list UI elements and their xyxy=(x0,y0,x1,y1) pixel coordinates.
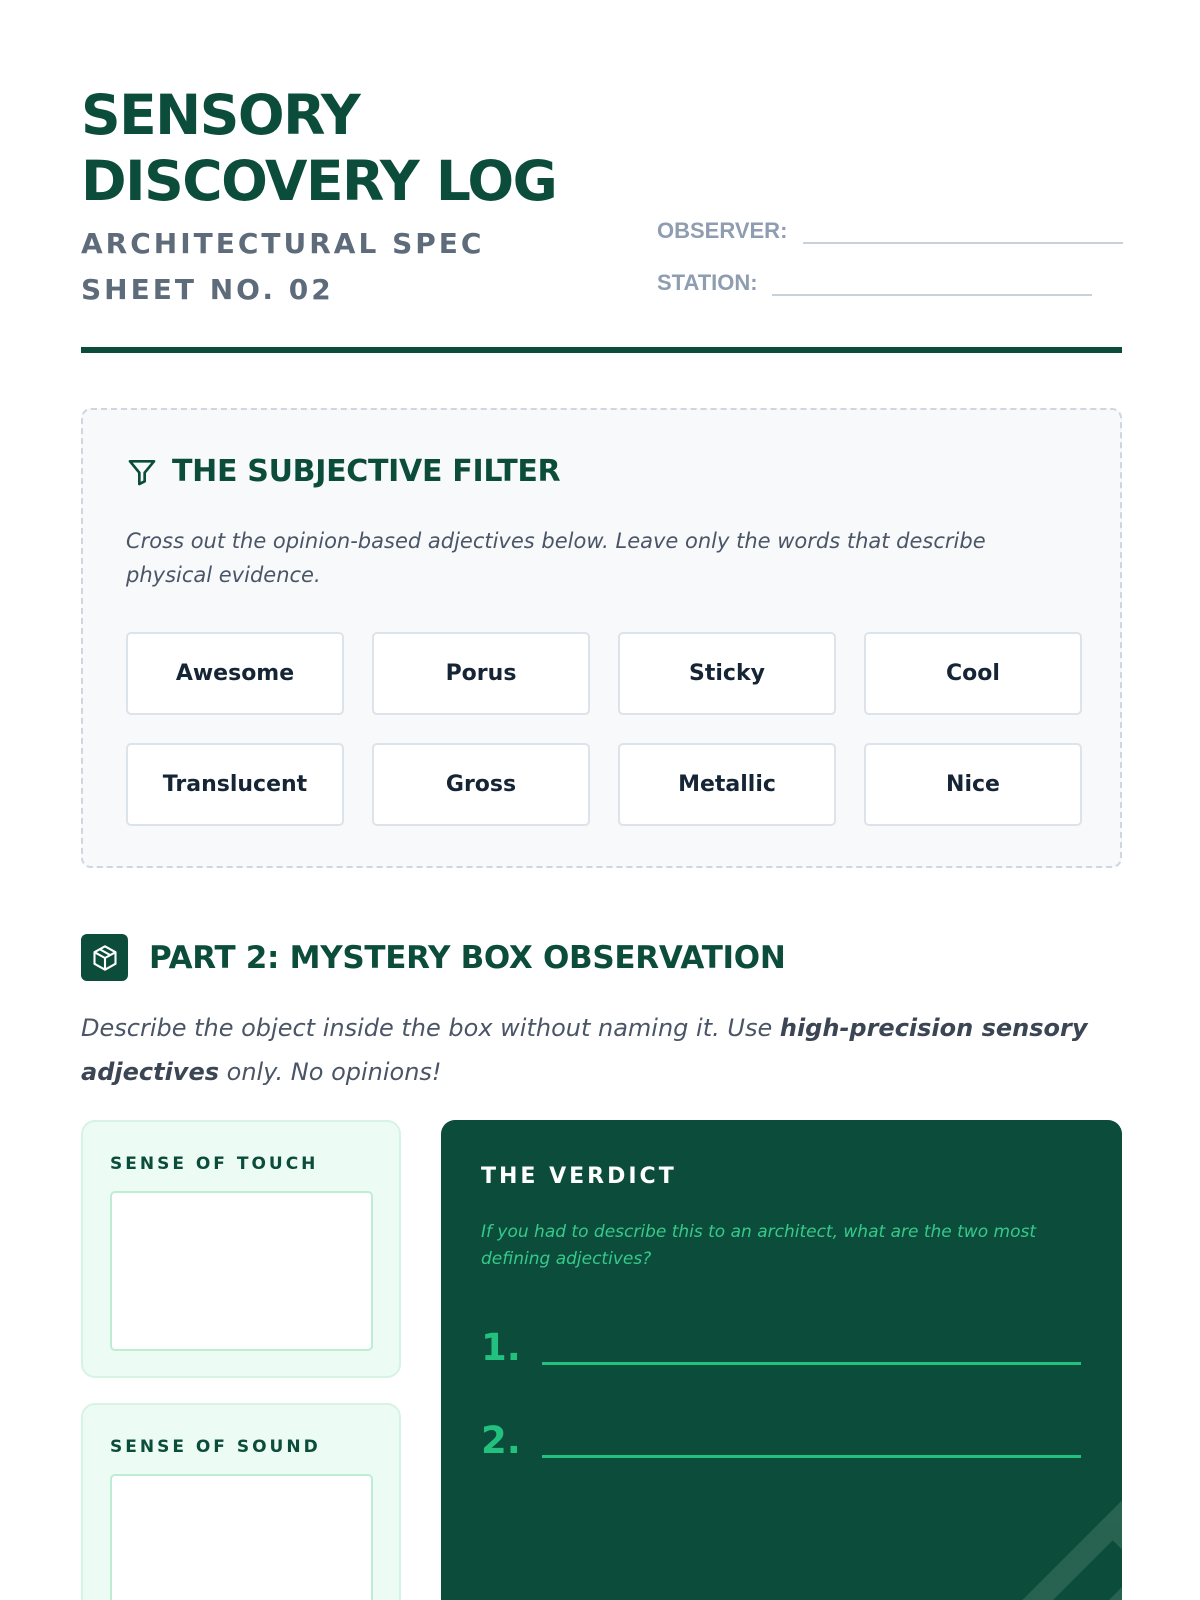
answer-number-1: 1. xyxy=(481,1326,521,1369)
answer-line-1[interactable] xyxy=(542,1362,1081,1365)
filter-instructions: Cross out the opinion-based adjectives below. Leave only the words that describe physical evidence. xyxy=(126,529,986,587)
adjective-chip[interactable]: Porus xyxy=(372,632,590,715)
verdict-title: THE VERDICT xyxy=(481,1164,677,1189)
page-subtitle: ARCHITECTURAL SPEC SHEET NO. 02 xyxy=(81,227,485,306)
adjective-chips xyxy=(126,632,1082,826)
page-title xyxy=(81,82,601,214)
observer-label: OBSERVER: xyxy=(657,218,788,243)
part2-text-start: Describe the object inside the box without naming it. Use xyxy=(81,1014,780,1042)
verdict-answer-1 xyxy=(481,1326,1081,1369)
title-line-2: DISCOVERY LOG xyxy=(81,149,557,213)
subjective-filter-panel xyxy=(81,408,1122,868)
sense-of-sound-label: SENSE OF SOUND xyxy=(110,1437,321,1457)
answer-number-2: 2. xyxy=(481,1419,521,1462)
sense-of-touch-card xyxy=(81,1120,401,1378)
station-label: STATION: xyxy=(657,270,758,295)
adjective-chip[interactable]: Metallic xyxy=(618,743,836,826)
title-line-1: SENSORY xyxy=(81,83,360,147)
pencil-icon xyxy=(961,1460,1122,1600)
part2-text-end: only. No opinions! xyxy=(219,1058,442,1086)
verdict-panel xyxy=(441,1120,1122,1600)
box-icon xyxy=(81,934,128,981)
verdict-answer-2 xyxy=(481,1419,1081,1462)
header-divider xyxy=(81,347,1122,353)
adjective-chip[interactable]: Translucent xyxy=(126,743,344,826)
part2-title: PART 2: MYSTERY BOX OBSERVATION xyxy=(149,939,786,976)
filter-funnel-icon xyxy=(126,456,158,488)
adjective-chip[interactable]: Gross xyxy=(372,743,590,826)
observer-field xyxy=(657,216,1123,244)
part2-text-bold: high-precision sensory adjectives xyxy=(81,1014,1088,1086)
adjective-chip[interactable]: Nice xyxy=(864,743,1082,826)
worksheet-page xyxy=(81,0,1122,1600)
sense-of-sound-card xyxy=(81,1403,401,1600)
observer-input-line[interactable] xyxy=(803,216,1123,244)
station-field xyxy=(657,268,1092,296)
filter-heading xyxy=(126,454,560,489)
part2-instructions xyxy=(81,1006,1122,1094)
sense-of-touch-answer-box[interactable] xyxy=(110,1191,373,1351)
verdict-question: If you had to describe this to an architect, what are the two most defining adjectives? xyxy=(481,1222,1036,1269)
sense-of-touch-label: SENSE OF TOUCH xyxy=(110,1154,319,1174)
station-input-line[interactable] xyxy=(772,268,1092,296)
adjective-chip[interactable]: Sticky xyxy=(618,632,836,715)
answer-line-2[interactable] xyxy=(542,1455,1081,1458)
part2-heading xyxy=(81,934,785,981)
header xyxy=(81,82,601,313)
adjective-chip[interactable]: Cool xyxy=(864,632,1082,715)
adjective-chip[interactable]: Awesome xyxy=(126,632,344,715)
sense-of-sound-answer-box[interactable] xyxy=(110,1474,373,1600)
filter-title: THE SUBJECTIVE FILTER xyxy=(172,454,561,489)
